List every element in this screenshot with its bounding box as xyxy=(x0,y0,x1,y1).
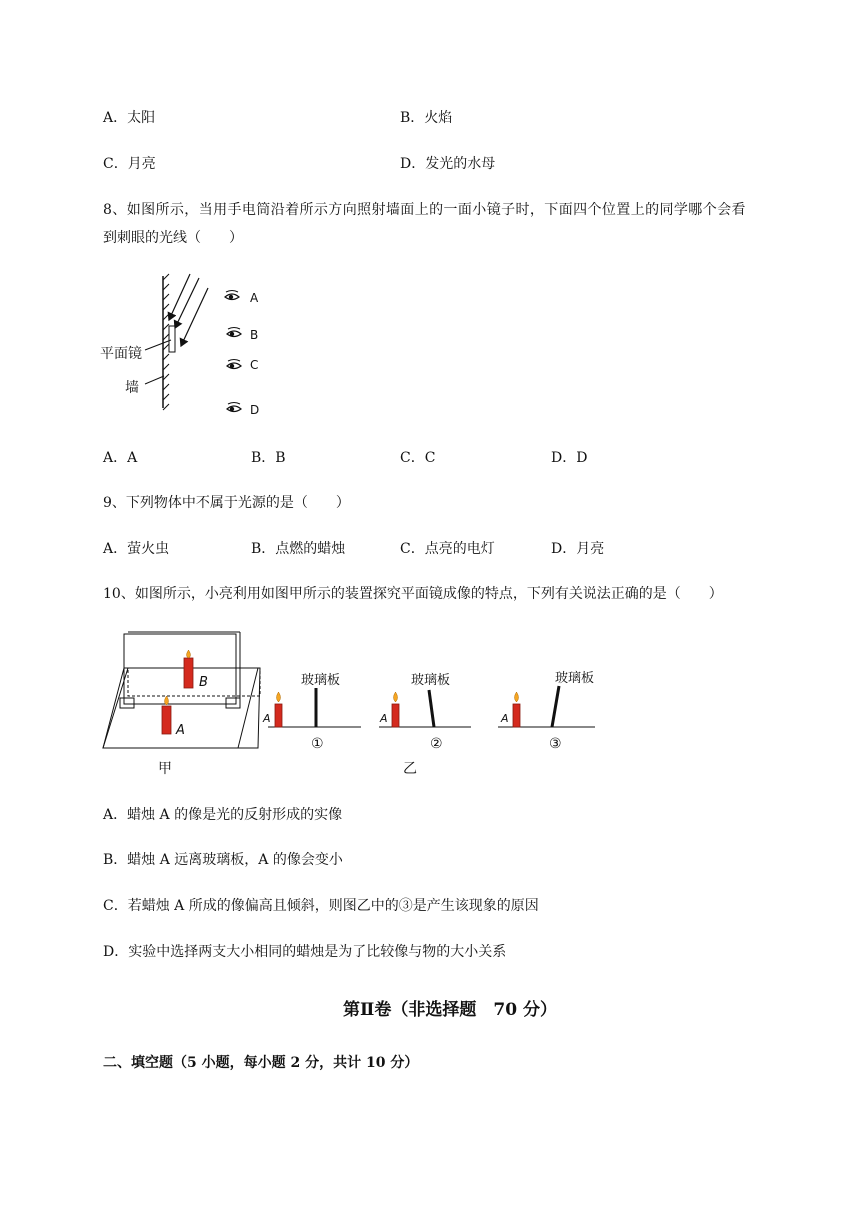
candle-a-label: A xyxy=(176,723,185,738)
eye-icon xyxy=(225,291,239,300)
eye-label-b: B xyxy=(250,328,259,342)
q9-stem: 9、下列物体中不属于光源的是（ ） xyxy=(103,495,350,511)
q8-option-d: D．D xyxy=(551,450,588,466)
eye-label-d: D xyxy=(250,403,260,417)
q8-figure xyxy=(95,268,285,428)
glass-label-3: 玻璃板 xyxy=(555,671,595,686)
eye-label-c: C xyxy=(250,358,259,372)
eye-icon xyxy=(227,403,241,412)
candle-a-label-3: A xyxy=(501,712,509,725)
eye-icon xyxy=(227,328,241,337)
q9-option-b: B．点燃的蜡烛 xyxy=(251,541,346,557)
setup-3 xyxy=(498,686,595,727)
q10-option-a: A．蜡烛 A 的像是光的反射形成的实像 xyxy=(103,807,343,823)
label-jia: 甲 xyxy=(158,761,172,777)
q10-figure xyxy=(98,628,608,783)
circled-3: ③ xyxy=(549,736,562,752)
candle-b xyxy=(184,650,193,688)
section-fill-in-title: 二、填空题（5 小题，每小题 2 分，共计 10 分） xyxy=(103,1055,419,1071)
q7-option-b: B．火焰 xyxy=(400,110,453,126)
q8-stem-line2: 到刺眼的光线（ ） xyxy=(103,230,243,246)
q10-stem: 10、如图所示，小亮利用如图甲所示的装置探究平面镜成像的特点，下列有关说法正确的是（ ） xyxy=(103,586,723,602)
q8-option-a: A．A xyxy=(103,450,138,466)
q9-option-c: C．点亮的电灯 xyxy=(400,541,495,557)
q7-option-c: C．月亮 xyxy=(103,156,156,172)
part2-title: 第Ⅱ卷（非选择题 70 分） xyxy=(343,1000,557,1020)
q9-option-d: D．月亮 xyxy=(551,541,605,557)
glass-label-2: 玻璃板 xyxy=(411,673,451,688)
q9-option-a: A．萤火虫 xyxy=(103,541,170,557)
q8-option-c: C．C xyxy=(400,450,436,466)
candle-a xyxy=(162,696,171,734)
q10-option-c: C．若蜡烛 A 所成的像偏高且倾斜，则图乙中的③是产生该现象的原因 xyxy=(103,898,539,914)
label-yi: 乙 xyxy=(403,761,417,777)
mirror-label: 平面镜 xyxy=(100,346,142,362)
q7-option-a: A．太阳 xyxy=(103,110,156,126)
candle-a-label-1: A xyxy=(263,712,271,725)
plane-mirror xyxy=(169,326,175,352)
q7-option-d: D．发光的水母 xyxy=(400,156,496,172)
q10-option-b: B．蜡烛 A 远离玻璃板，A 的像会变小 xyxy=(103,852,343,868)
setup-2 xyxy=(379,690,471,727)
eye-icon xyxy=(227,360,241,369)
candle-b-label: B xyxy=(199,675,208,690)
setup-1 xyxy=(268,688,361,727)
wall-label: 墙 xyxy=(125,380,139,396)
q8-option-b: B．B xyxy=(251,450,286,466)
q8-stem-line1: 8、如图所示，当用手电筒沿着所示方向照射墙面上的一面小镜子时，下面四个位置上的同学哪个会看 xyxy=(103,202,746,218)
candle-a-label-2: A xyxy=(380,712,388,725)
circled-1: ① xyxy=(311,736,324,752)
eye-label-a: A xyxy=(250,291,259,305)
glass-label-1: 玻璃板 xyxy=(301,673,341,688)
q10-option-d: D．实验中选择两支大小相同的蜡烛是为了比较像与物的大小关系 xyxy=(103,944,507,960)
circled-2: ② xyxy=(430,736,443,752)
